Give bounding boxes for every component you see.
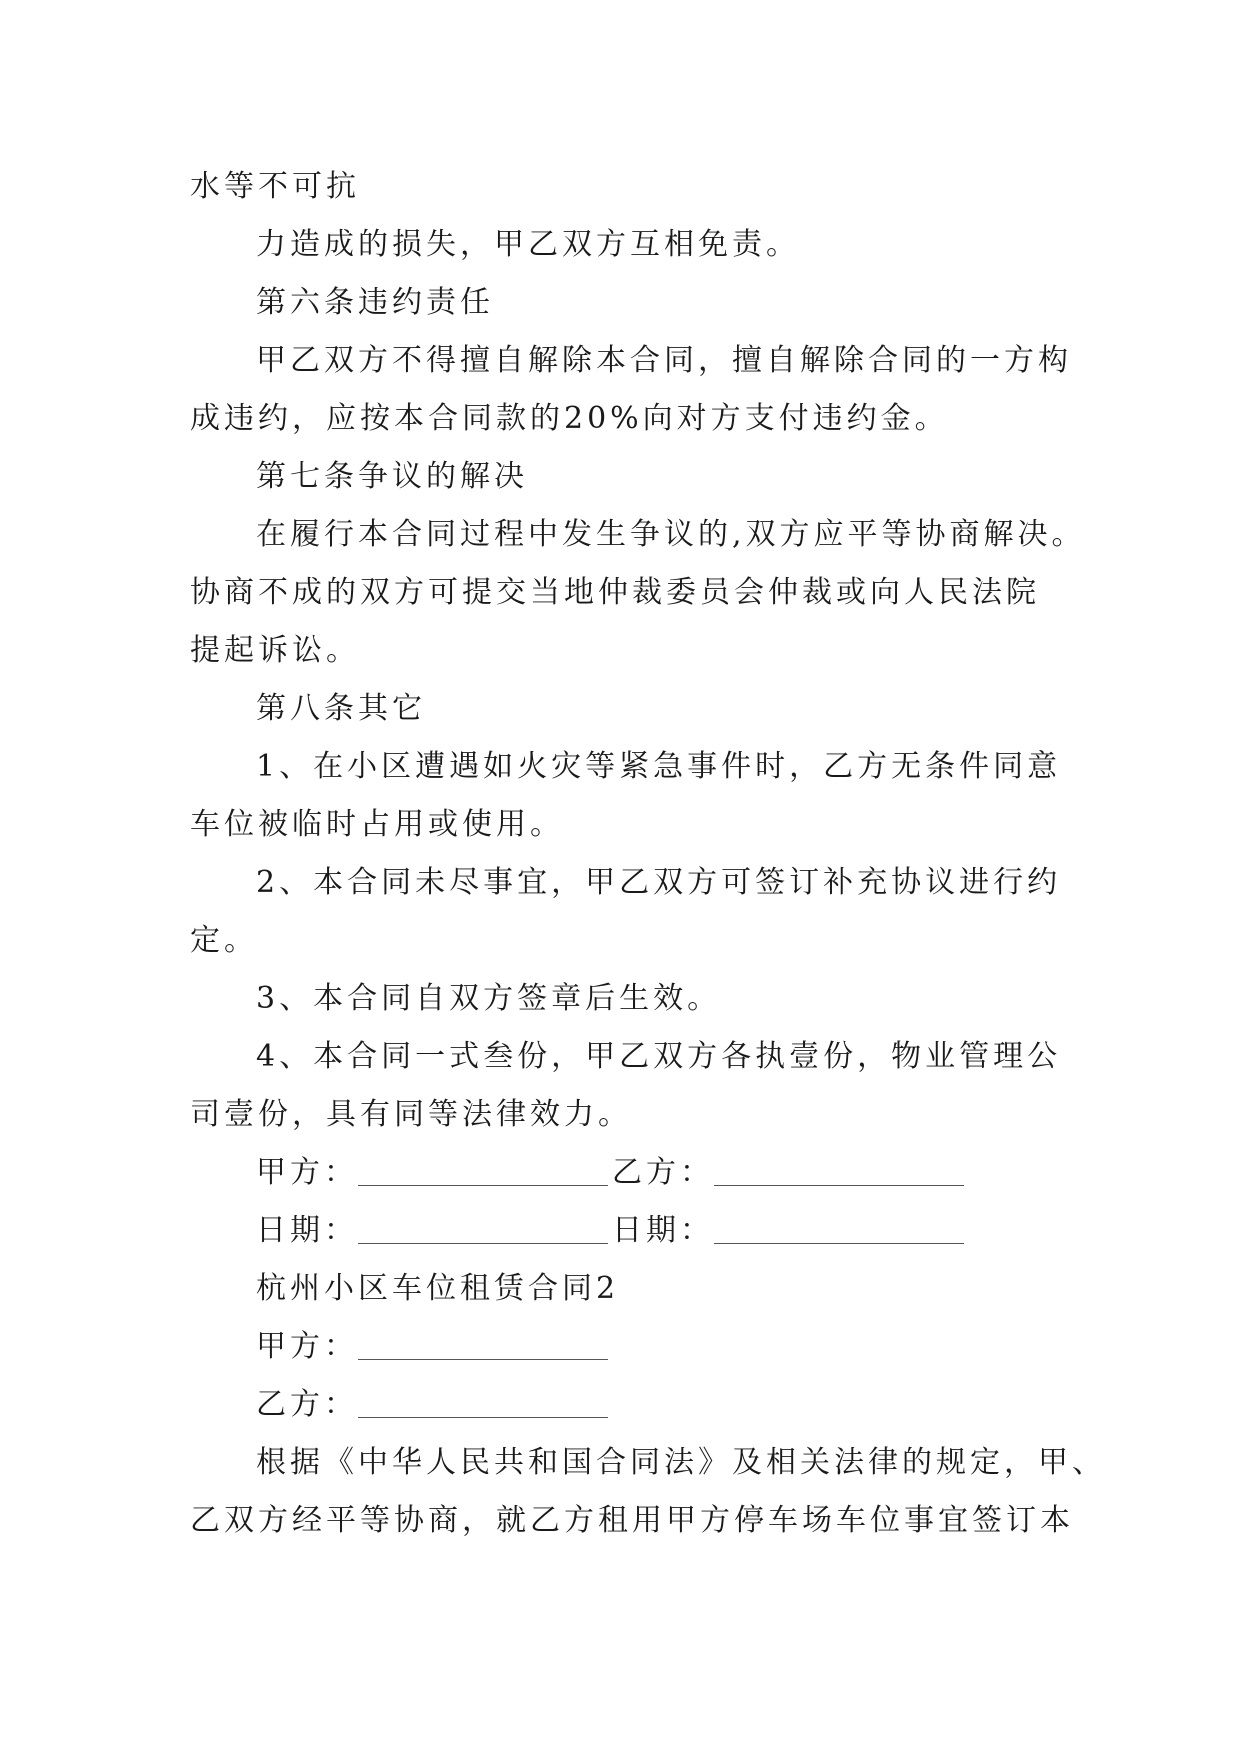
document-body bbox=[190, 158, 1106, 1550]
list-item: 3、本合同自双方签章后生效。 bbox=[256, 981, 722, 1016]
list-item: 4、本合同一式叁份，甲乙双方各执壹份，物业管理公 bbox=[256, 1039, 1062, 1074]
contract-title: 杭州小区车位租赁合同2 bbox=[256, 1271, 620, 1306]
party-b-signature-blank bbox=[714, 1163, 964, 1186]
party-b-name-blank bbox=[358, 1395, 608, 1418]
party-a-label: 甲方： bbox=[256, 1329, 358, 1364]
section-heading: 第七条争议的解决 bbox=[256, 459, 528, 494]
section-heading: 第八条其它 bbox=[256, 691, 426, 726]
paragraph-line: 力造成的损失，甲乙双方互相免责。 bbox=[256, 227, 800, 262]
signature-row-party-b bbox=[190, 1376, 1060, 1434]
party-b-label: 乙方： bbox=[612, 1155, 714, 1190]
paragraph-line: 根据《中华人民共和国合同法》及相关法律的规定，甲、 bbox=[256, 1445, 1106, 1480]
paragraph-line: 成违约，应按本合同款的20%向对方支付违约金。 bbox=[190, 401, 949, 436]
list-item: 1、在小区遭遇如火灾等紧急事件时，乙方无条件同意 bbox=[256, 749, 1062, 784]
paragraph-line: 乙双方经平等协商，就乙方租用甲方停车场车位事宜签订本 bbox=[190, 1503, 1074, 1538]
party-a-signature-blank bbox=[358, 1163, 608, 1186]
signature-row-party bbox=[190, 1144, 1060, 1202]
list-item-continued: 定。 bbox=[190, 923, 258, 958]
date-b-label: 日期： bbox=[612, 1213, 714, 1248]
paragraph-line: 提起诉讼。 bbox=[190, 633, 360, 668]
party-b-label: 乙方： bbox=[256, 1387, 358, 1422]
paragraph-line: 协商不成的双方可提交当地仲裁委员会仲裁或向人民法院 bbox=[190, 575, 1040, 610]
section-heading: 第六条违约责任 bbox=[256, 285, 494, 320]
date-b-blank bbox=[714, 1221, 964, 1244]
list-item-continued: 司壹份，具有同等法律效力。 bbox=[190, 1097, 632, 1132]
signature-row-party-a bbox=[190, 1318, 1060, 1376]
paragraph-line: 水等不可抗 bbox=[190, 169, 360, 204]
paragraph-line: 甲乙双方不得擅自解除本合同，擅自解除合同的一方构 bbox=[256, 343, 1072, 378]
party-a-name-blank bbox=[358, 1337, 608, 1360]
paragraph-line: 在履行本合同过程中发生争议的,双方应平等协商解决。 bbox=[256, 517, 1086, 552]
list-item-continued: 车位被临时占用或使用。 bbox=[190, 807, 564, 842]
list-item: 2、本合同未尽事宜，甲乙双方可签订补充协议进行约 bbox=[256, 865, 1062, 900]
party-a-label: 甲方： bbox=[256, 1155, 358, 1190]
date-a-label: 日期： bbox=[256, 1213, 358, 1248]
signature-row-date bbox=[190, 1202, 1060, 1260]
date-a-blank bbox=[358, 1221, 608, 1244]
